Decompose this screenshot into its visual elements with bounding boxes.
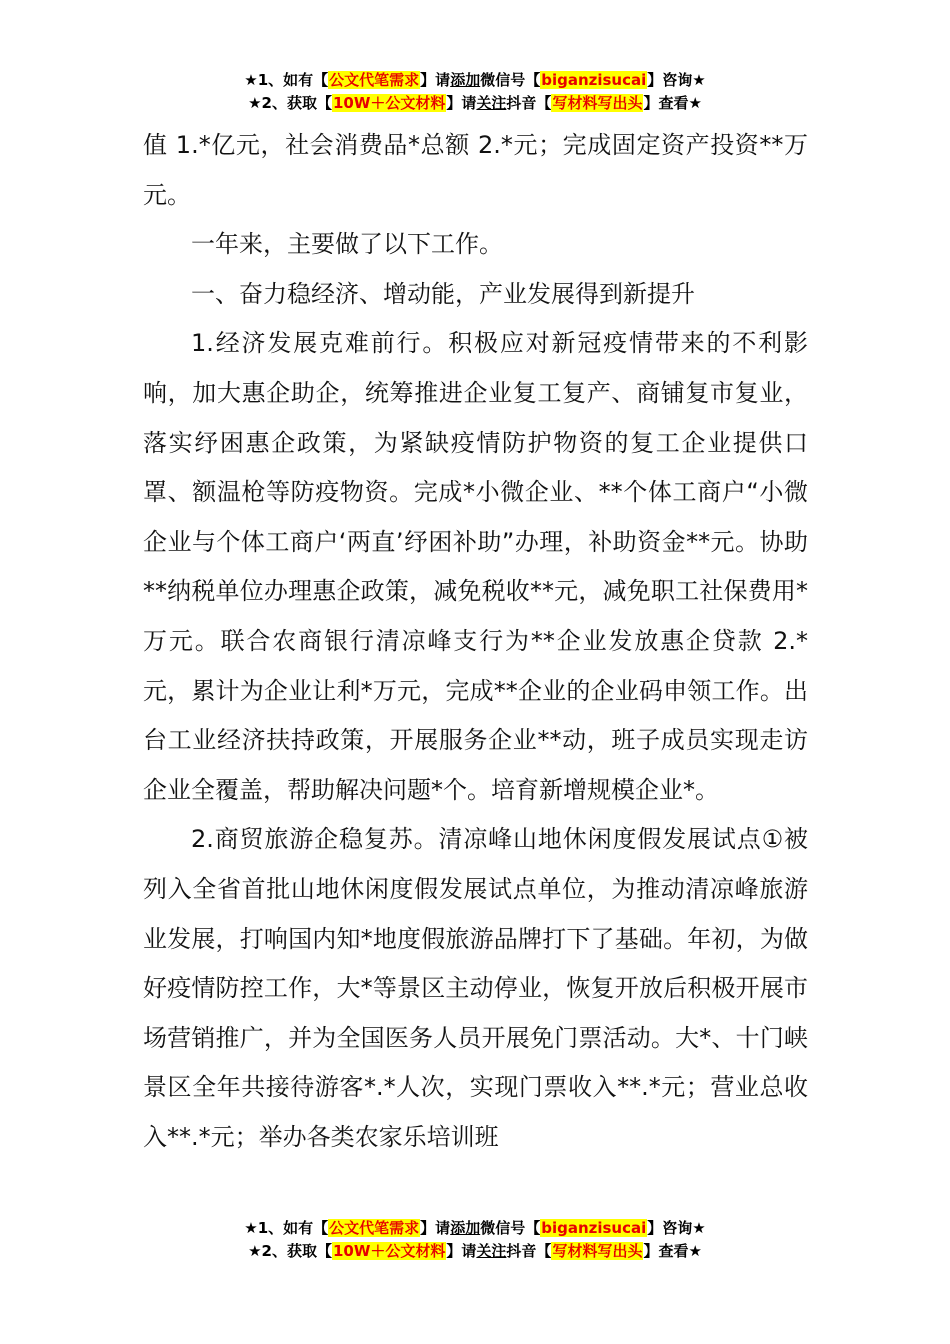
highlight-text: biganzisucai (541, 1219, 647, 1237)
banner-text: 】请 (420, 1219, 451, 1237)
paragraph-continuation: 值 1.*亿元，社会消费品*总额 2.*元；完成固定资产投资**万元。 (143, 131, 808, 209)
document-body (143, 121, 808, 1162)
banner-text: 抖音【 (506, 94, 552, 112)
highlight-text: 公文代笔需求 (329, 71, 420, 89)
paragraph-economy: 1.经济发展克难前行。积极应对新冠疫情带来的不利影响，加大惠企助企，统筹推进企业复工复产、商铺复市复业，落实纾困惠企政策，为紧缺疫情防护物资的复工企业提供口罩、额温枪等防疫物资。完成*小微企业、**个体工商户“小微企业与个体工商户‘两直’纾困补助”办理，补助资金**元。协助**纳税单位办理惠企政策，减免税收**元，减免职工社保费用*万元。联合农商银行清凉峰支行为**企业发放惠企贷款 2.*元，累计为企业让利*万元，完成**企业的企业码申领工作。出台工业经济扶持政策，开展服务企业**动，班子成员实现走访企业全覆盖，帮助解决问题*个。培育新增规模企业*。 (143, 329, 808, 804)
banner-text: 】查看★ (643, 1242, 702, 1260)
footer-banner (0, 1217, 950, 1263)
banner-text: 】咨询★ (647, 71, 706, 89)
banner-text: 】请 (446, 94, 477, 112)
underlined-text: 关注 (476, 1242, 507, 1260)
banner-text: 微信号【 (480, 71, 541, 89)
section-heading: 一、奋力稳经济、增动能，产业发展得到新提升 (191, 279, 695, 308)
banner-text: 】查看★ (643, 94, 702, 112)
banner-text: ★2、获取【 (248, 94, 332, 112)
banner-text: 】请 (420, 71, 451, 89)
underlined-text: 添加 (450, 71, 481, 89)
banner-text: ★1、如有【 (244, 71, 329, 89)
banner-line-2 (0, 1240, 950, 1263)
banner-text: ★2、获取【 (248, 1242, 332, 1260)
paragraph-intro: 一年来，主要做了以下工作。 (191, 230, 503, 259)
banner-text: 抖音【 (506, 1242, 552, 1260)
highlight-text: 10W＋公文材料 (332, 94, 446, 112)
highlight-text: 公文代笔需求 (329, 1219, 420, 1237)
banner-text: ★1、如有【 (244, 1219, 329, 1237)
underlined-text: 关注 (476, 94, 507, 112)
highlight-text: 写材料写出头 (552, 1242, 643, 1260)
underlined-text: 添加 (450, 1219, 481, 1237)
banner-text: 】咨询★ (647, 1219, 706, 1237)
banner-line-1 (0, 1217, 950, 1240)
banner-line-2 (0, 92, 950, 115)
highlight-text: 10W＋公文材料 (332, 1242, 446, 1260)
banner-line-1 (0, 69, 950, 92)
header-banner (0, 69, 950, 115)
highlight-text: 写材料写出头 (552, 94, 643, 112)
paragraph-tourism: 2.商贸旅游企稳复苏。清凉峰山地休闲度假发展试点①被列入全省首批山地休闲度假发展试点单位，为推动清凉峰旅游业发展，打响国内知*地度假旅游品牌打下了基础。年初，为做好疫情防控工作，大*等景区主动停业，恢复开放后积极开展市场营销推广，并为全国医务人员开展免门票活动。大*、十门峡景区全年共接待游客*.*人次，实现门票收入**.*元；营业总收入**.*元；举办各类农家乐培训班 (143, 825, 808, 1151)
highlight-text: biganzisucai (541, 71, 647, 89)
banner-text: 微信号【 (480, 1219, 541, 1237)
banner-text: 】请 (446, 1242, 477, 1260)
